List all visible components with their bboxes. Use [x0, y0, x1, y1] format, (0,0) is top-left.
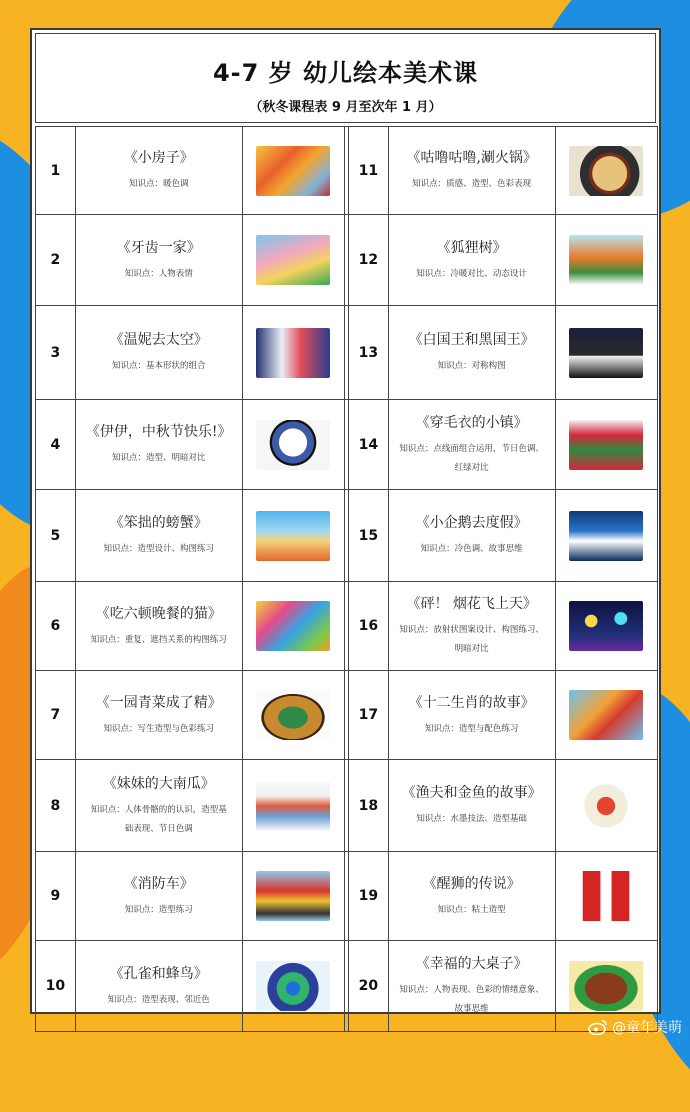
lesson-info: [389, 215, 556, 306]
painting-fireworks-2024: [569, 601, 643, 651]
painting-dragon: [569, 690, 643, 740]
lesson-thumbnail-cell: [556, 490, 658, 582]
lesson-info: [76, 852, 243, 941]
lesson-info: [76, 490, 243, 582]
lesson-title: 《小房子》: [123, 150, 194, 166]
lesson-thumbnail-cell: [556, 760, 658, 852]
lesson-info: [76, 215, 243, 306]
lesson-thumbnail-cell: [243, 941, 345, 1032]
lesson-info: [389, 306, 556, 400]
painting-autumn-trees: [256, 146, 330, 196]
table-row: [36, 400, 658, 490]
lesson-thumbnail-cell: [243, 760, 345, 852]
lesson-thumbnail-cell: [243, 215, 345, 306]
lesson-title: 《消防车》: [123, 875, 194, 892]
table-row: [36, 941, 658, 1032]
title-box: [35, 33, 656, 123]
lesson-thumbnail-cell: [243, 852, 345, 941]
lesson-number: 9: [36, 852, 76, 941]
lesson-number: 10: [36, 941, 76, 1032]
lesson-number: 14: [349, 400, 389, 490]
lesson-knowledge: 知识点：人物表现、色彩的情绪意象、 故事思维: [399, 985, 544, 1014]
lesson-number: 15: [349, 490, 389, 582]
lesson-title: 《十二生肖的故事》: [408, 694, 535, 711]
watermark-text: @童年美萌: [612, 1020, 682, 1036]
lesson-info: [389, 941, 556, 1032]
lesson-title: 《孔雀和蜂鸟》: [109, 965, 208, 982]
lesson-number: 12: [349, 215, 389, 306]
table-row: [36, 215, 658, 306]
lesson-info: [389, 490, 556, 582]
table-row: [36, 852, 658, 941]
lesson-knowledge: 知识点：造型表现、邻近色: [107, 994, 210, 1005]
painting-castle: [569, 328, 643, 378]
lesson-info: [76, 127, 243, 215]
lesson-knowledge: 知识点：水墨技法、造型基础: [416, 814, 527, 824]
painting-peacock: [256, 961, 330, 1011]
table-row: [36, 582, 658, 671]
table-row: [36, 490, 658, 582]
lesson-thumbnail-cell: [243, 306, 345, 400]
page-title: 4-7 岁 幼儿绘本美术课: [212, 59, 479, 87]
table-row: [36, 760, 658, 852]
lesson-thumbnail-cell: [556, 306, 658, 400]
lesson-knowledge: 知识点：造型、明暗对比: [111, 453, 206, 463]
table-row: [36, 671, 658, 760]
lesson-title: 《狐狸树》: [436, 239, 507, 256]
lesson-number: 4: [36, 400, 76, 490]
painting-goldfish: [569, 781, 643, 831]
lesson-knowledge: 知识点：重复、遮挡关系的构图练习: [90, 634, 227, 645]
lesson-knowledge: 知识点：人体骨骼的的认识，造型基 础表现、节日色调: [90, 804, 227, 834]
page-subtitle: （秋冬课程表 9 月至次年 1 月）: [249, 100, 442, 115]
lesson-number: 3: [36, 306, 76, 400]
lesson-number: 11: [349, 127, 389, 215]
lesson-info: [76, 400, 243, 490]
lesson-knowledge: 知识点：质感、造型、色彩表现: [412, 179, 532, 189]
lesson-number: 6: [36, 582, 76, 671]
painting-crab-beach: [256, 511, 330, 561]
lesson-title: 《砰！ 烟花飞上天》: [406, 596, 537, 612]
painting-sweater: [569, 420, 643, 470]
lesson-info: [76, 582, 243, 671]
lesson-knowledge: 知识点：粘土造型: [437, 904, 506, 915]
schedule-table: [35, 126, 658, 1032]
lesson-knowledge: 知识点：人物表情: [124, 268, 193, 279]
lesson-knowledge: 知识点：点线面组合运用，节日色调、 红绿对比: [399, 443, 544, 473]
lesson-info: [389, 760, 556, 852]
lesson-knowledge: 知识点：冷暖对比、动态设计: [416, 268, 527, 279]
painting-firetruck: [256, 871, 330, 921]
lesson-knowledge: 知识点：基本形状的组合: [111, 361, 206, 371]
lesson-number: 7: [36, 671, 76, 760]
lesson-title: 《温妮去太空》: [109, 332, 208, 348]
lesson-number: 20: [349, 941, 389, 1032]
lesson-info: [389, 671, 556, 760]
lesson-thumbnail-cell: [556, 582, 658, 671]
table-row: [36, 306, 658, 400]
lesson-number: 16: [349, 582, 389, 671]
lesson-title: 《白国王和黑国王》: [408, 332, 535, 348]
lesson-number: 17: [349, 671, 389, 760]
lesson-knowledge: 知识点：造型与配色练习: [424, 723, 519, 734]
weibo-icon: [588, 1019, 608, 1035]
lesson-title: 《吃六顿晚餐的猫》: [95, 605, 222, 622]
lesson-thumbnail-cell: [243, 671, 345, 760]
lesson-number: 2: [36, 215, 76, 306]
lesson-thumbnail-cell: [556, 215, 658, 306]
lesson-number: 19: [349, 852, 389, 941]
lesson-title: 《咕噜咕噜,涮火锅》: [406, 150, 537, 166]
lesson-title: 《一园青菜成了精》: [95, 694, 222, 711]
painting-lion-banners: [569, 871, 643, 921]
painting-skeleton-puppet: [256, 781, 330, 831]
lesson-thumbnail-cell: [243, 582, 345, 671]
lesson-knowledge: 知识点：写生造型与色彩练习: [103, 723, 214, 734]
lesson-thumbnail-cell: [556, 127, 658, 215]
lesson-title: 《小企鹅去度假》: [415, 515, 528, 531]
table-row: [36, 127, 658, 215]
lesson-title: 《幸福的大桌子》: [415, 956, 528, 972]
painting-girl-teeth: [256, 235, 330, 285]
lesson-knowledge: 知识点：对称构图: [437, 361, 506, 371]
lesson-knowledge: 知识点：冷色调、故事思维: [420, 544, 523, 554]
lesson-number: 8: [36, 760, 76, 852]
lesson-title: 《牙齿一家》: [116, 239, 201, 256]
lesson-info: [389, 582, 556, 671]
lesson-info: [76, 671, 243, 760]
lesson-info: [389, 127, 556, 215]
schedule-sheet: [30, 28, 661, 1014]
lesson-knowledge: 知识点：造型设计、构图练习: [103, 544, 214, 554]
lesson-thumbnail-cell: [556, 852, 658, 941]
lesson-info: [76, 941, 243, 1032]
lesson-title: 《渔夫和金鱼的故事》: [401, 785, 542, 801]
lesson-info: [389, 400, 556, 490]
lesson-title: 《笨拙的螃蟹》: [109, 515, 208, 531]
lesson-thumbnail-cell: [556, 400, 658, 490]
painting-hotpot: [569, 146, 643, 196]
painting-jar: [256, 690, 330, 740]
lesson-number: 5: [36, 490, 76, 582]
lesson-title: 《伊伊，中秋节快乐!》: [85, 424, 232, 440]
lesson-knowledge: 知识点：造型练习: [124, 904, 193, 915]
painting-fox-tree: [569, 235, 643, 285]
painting-penguins: [569, 511, 643, 561]
lesson-number: 18: [349, 760, 389, 852]
painting-lantern: [256, 420, 330, 470]
painting-big-table: [569, 961, 643, 1011]
lesson-knowledge: 知识点：放射状图案设计、构图练习、 明暗对比: [399, 625, 544, 654]
watermark: [588, 1017, 682, 1037]
lesson-info: [389, 852, 556, 941]
lesson-number: 1: [36, 127, 76, 215]
lesson-info: [76, 760, 243, 852]
lesson-knowledge: 知识点：暖色调: [128, 179, 189, 189]
lesson-thumbnail-cell: [243, 127, 345, 215]
lesson-title: 《妹妹的大南瓜》: [102, 775, 215, 792]
painting-rocket: [256, 328, 330, 378]
lesson-title: 《穿毛衣的小镇》: [415, 414, 528, 431]
lesson-number: 13: [349, 306, 389, 400]
lesson-thumbnail-cell: [243, 490, 345, 582]
lesson-info: [76, 306, 243, 400]
painting-cats: [256, 601, 330, 651]
lesson-title: 《醒狮的传说》: [422, 875, 521, 892]
lesson-thumbnail-cell: [556, 671, 658, 760]
lesson-thumbnail-cell: [243, 400, 345, 490]
